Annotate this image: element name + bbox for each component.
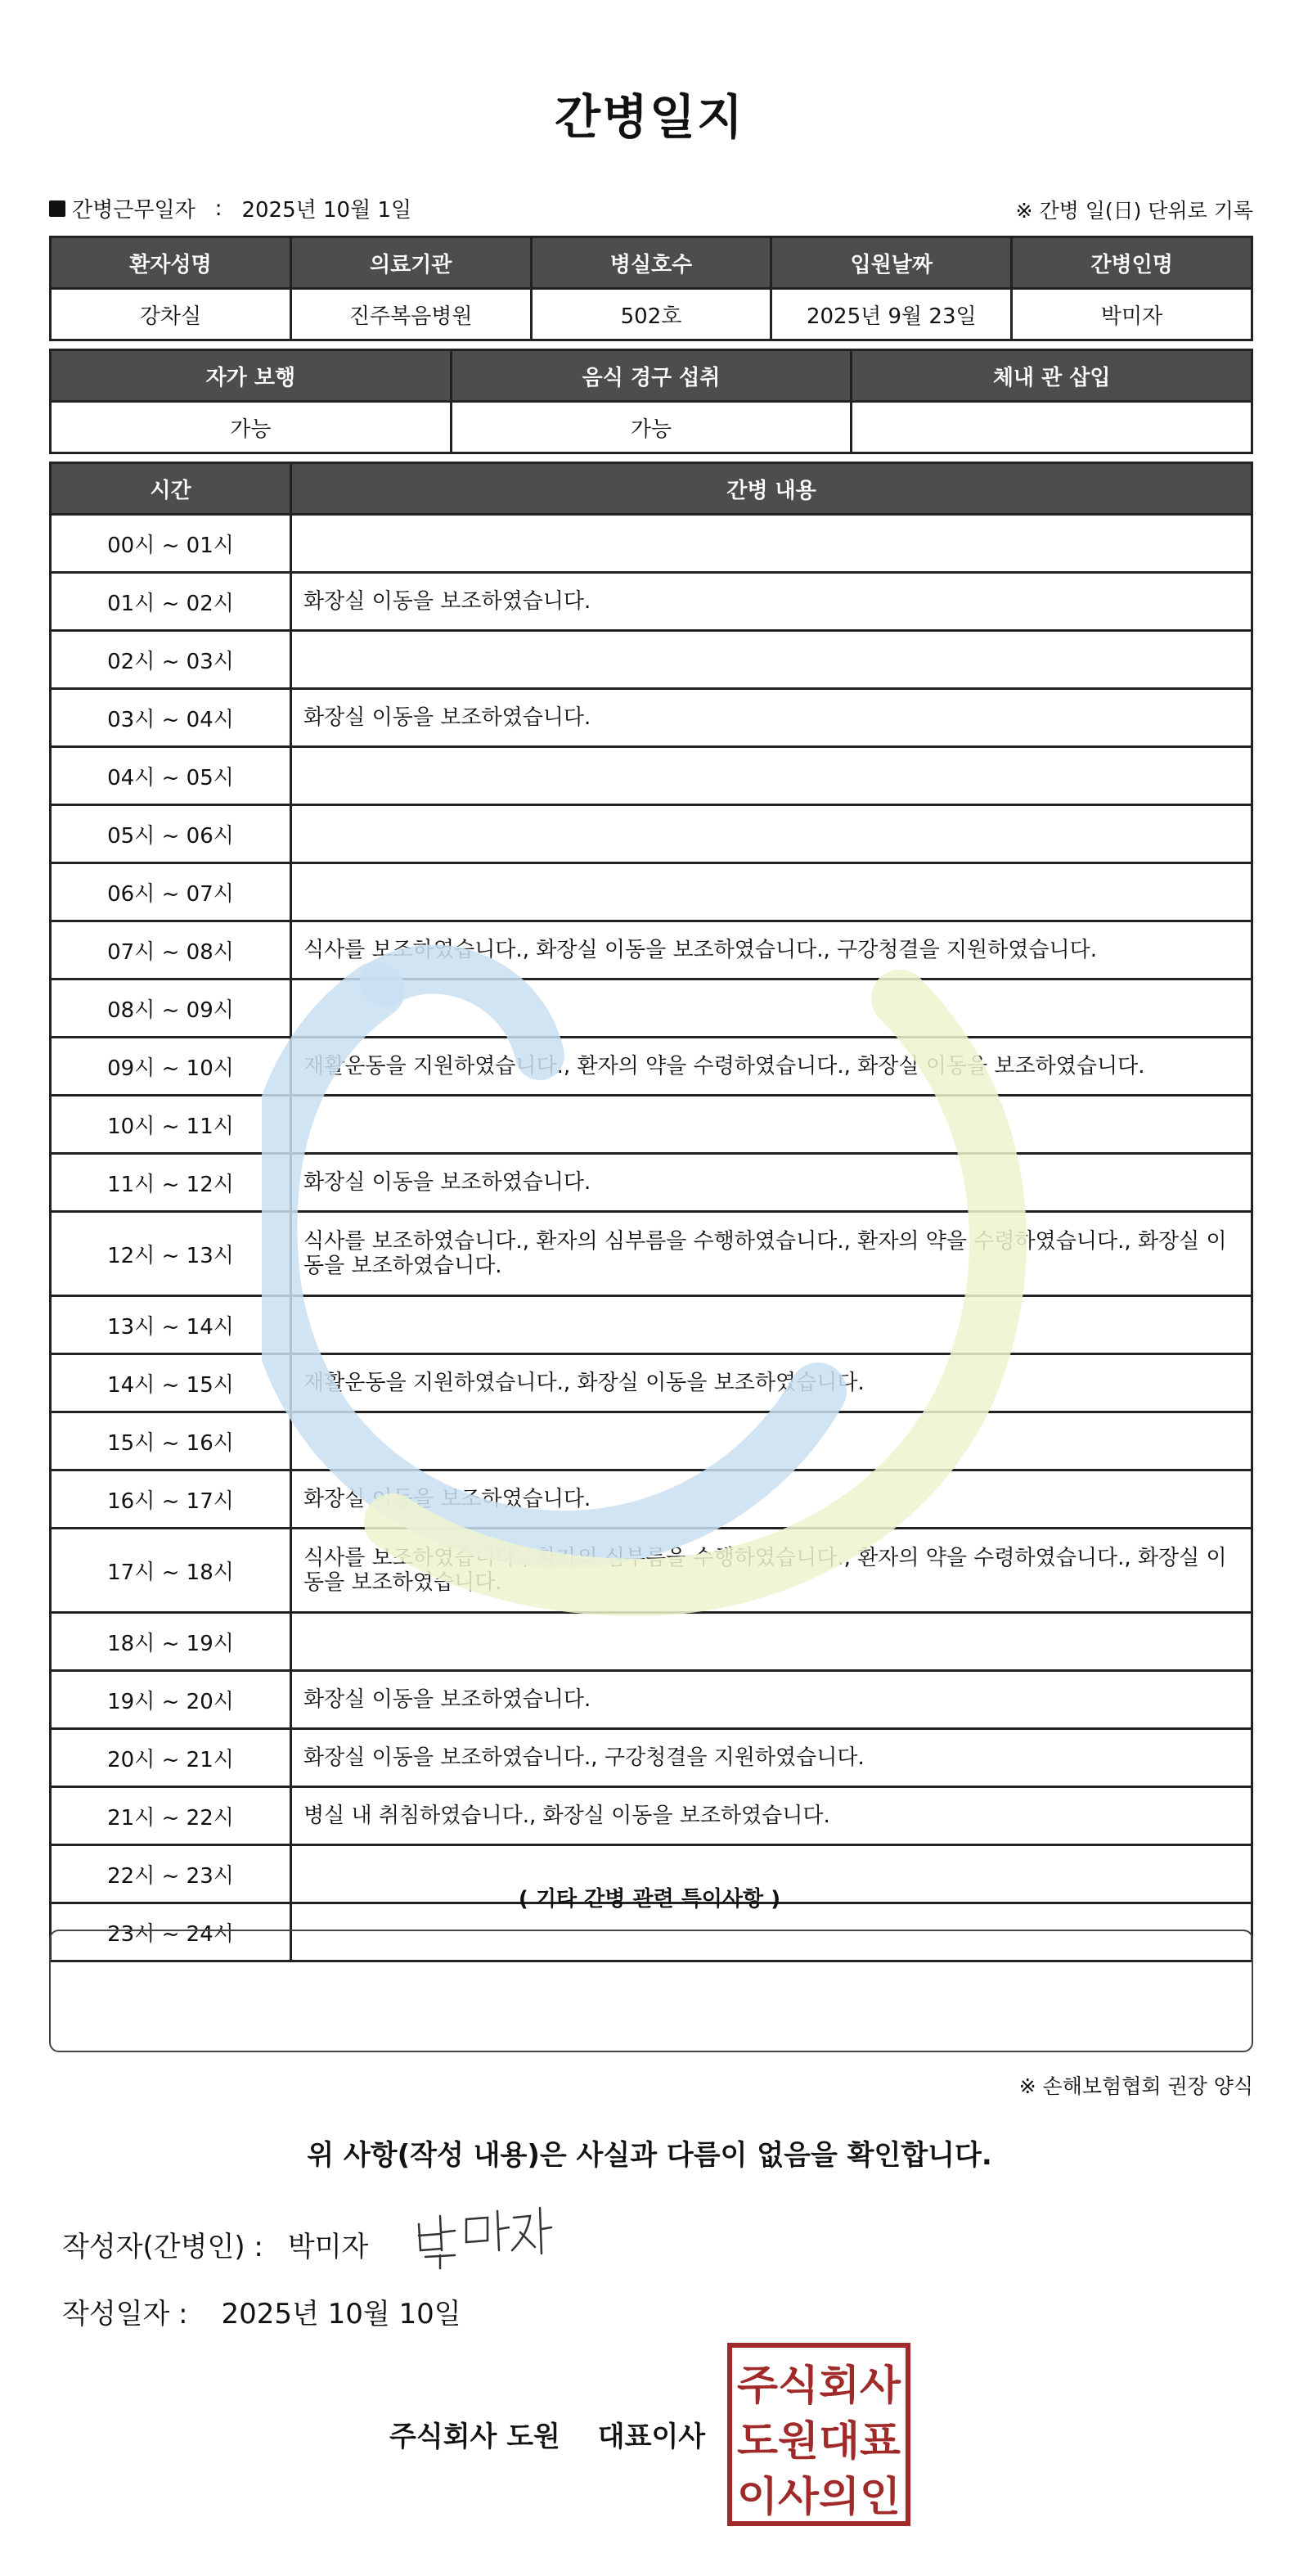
handwritten-signature	[409, 2200, 556, 2273]
table-row	[51, 631, 1252, 689]
write-date-line	[62, 2291, 461, 2331]
unit-note: ※ 간병 일(日) 단위로 기록	[1015, 199, 1253, 223]
table-row	[51, 747, 1252, 805]
row-time: 17시 ~ 18시	[51, 1529, 291, 1613]
row-content	[291, 1296, 1252, 1354]
row-time: 13시 ~ 14시	[51, 1296, 291, 1354]
row-content: 재활운동을 지원하였습니다., 화장실 이동을 보조하였습니다.	[291, 1354, 1252, 1412]
table-row	[51, 573, 1252, 631]
tube-insertion-value	[852, 402, 1252, 453]
seal-line-1: 주식회사	[737, 2362, 901, 2409]
row-time: 03시 ~ 04시	[51, 689, 291, 747]
row-time: 02시 ~ 03시	[51, 631, 291, 689]
table-row	[51, 921, 1252, 980]
work-date-separator: :	[214, 196, 222, 221]
row-time: 12시 ~ 13시	[51, 1212, 291, 1296]
oral-intake-value: 가능	[451, 402, 852, 453]
header-patient-name: 환자성명	[51, 237, 291, 289]
header-room: 병실호수	[531, 237, 771, 289]
row-time: 08시 ~ 09시	[51, 980, 291, 1038]
seal-line-2: 도원대표	[737, 2417, 901, 2465]
row-time: 14시 ~ 15시	[51, 1354, 291, 1412]
row-content: 화장실 이동을 보조하였습니다., 구강청결을 지원하였습니다.	[291, 1729, 1252, 1787]
header-oral-intake: 음식 경구 섭취	[451, 350, 852, 402]
work-date-label: 간병근무일자	[72, 198, 196, 223]
remarks-title: ( 기타 간병 관련 특이사항 )	[518, 1887, 781, 1912]
row-time: 09시 ~ 10시	[51, 1038, 291, 1096]
document-title: 간병일지	[554, 89, 745, 145]
row-time: 16시 ~ 17시	[51, 1470, 291, 1529]
table-row	[51, 1096, 1252, 1154]
work-date-value: 2025년 10월 1일	[241, 198, 412, 223]
self-walking-value: 가능	[51, 402, 452, 453]
row-content: 화장실 이동을 보조하였습니다.	[291, 573, 1252, 631]
company-seal-stamp	[726, 2342, 911, 2527]
table-row	[51, 1529, 1252, 1613]
row-time: 10시 ~ 11시	[51, 1096, 291, 1154]
writer-line	[62, 2224, 368, 2264]
table-row	[51, 1354, 1252, 1412]
row-time: 19시 ~ 20시	[51, 1671, 291, 1729]
table-row	[51, 1613, 1252, 1671]
row-time: 06시 ~ 07시	[51, 863, 291, 921]
table-row	[51, 1671, 1252, 1729]
confirmation-statement: 위 사항(작성 내용)은 사실과 다름이 없음을 확인합니다.	[307, 2139, 992, 2172]
row-content: 화장실 이동을 보조하였습니다.	[291, 1470, 1252, 1529]
row-content: 식사를 보조하였습니다., 환자의 심부름을 수행하였습니다., 환자의 약을 수령하였습니다., 화장실 이동을 보조하였습니다.	[291, 1529, 1252, 1613]
patient-status-table	[49, 349, 1253, 454]
admission-date: 2025년 9월 23일	[771, 289, 1012, 340]
row-time: 01시 ~ 02시	[51, 573, 291, 631]
table-row	[51, 1787, 1252, 1845]
row-content	[291, 1412, 1252, 1470]
table-row	[51, 1038, 1252, 1096]
row-time: 20시 ~ 21시	[51, 1729, 291, 1787]
row-time: 11시 ~ 12시	[51, 1154, 291, 1212]
table-row	[51, 1212, 1252, 1296]
header-tube-insertion: 체내 관 삽입	[852, 350, 1252, 402]
table-row	[51, 1154, 1252, 1212]
company-line	[389, 2414, 705, 2454]
table-row	[51, 689, 1252, 747]
row-content	[291, 1613, 1252, 1671]
table-row	[51, 1296, 1252, 1354]
row-time: 04시 ~ 05시	[51, 747, 291, 805]
table-row	[51, 805, 1252, 863]
seal-line-3: 이사의인	[737, 2473, 901, 2520]
insurer-note: ※ 손해보험협회 권장 양식	[1018, 2074, 1253, 2098]
row-time: 22시 ~ 23시	[51, 1845, 291, 1903]
row-content: 재활운동을 지원하였습니다., 환자의 약을 수령하였습니다., 화장실 이동을 보조하였습니다.	[291, 1038, 1252, 1096]
company-name: 주식회사 도원	[389, 2421, 560, 2453]
header-hospital: 의료기관	[290, 237, 531, 289]
table-row	[51, 515, 1252, 573]
write-date-label: 작성일자 :	[62, 2298, 188, 2331]
representative-title: 대표이사	[597, 2421, 706, 2453]
write-date-value: 2025년 10월 10일	[221, 2298, 461, 2331]
row-content	[291, 515, 1252, 573]
patient-info-table	[49, 236, 1253, 341]
header-caregiver: 간병인명	[1012, 237, 1252, 289]
header-care-content: 간병 내용	[291, 463, 1252, 515]
table-row	[51, 1729, 1252, 1787]
row-content	[291, 747, 1252, 805]
row-time: 00시 ~ 01시	[51, 515, 291, 573]
patient-name: 강차실	[51, 289, 291, 340]
hospital-name: 진주복음병원	[290, 289, 531, 340]
work-date-line	[49, 193, 411, 223]
writer-label: 작성자(간병인) :	[62, 2231, 263, 2263]
row-content	[291, 805, 1252, 863]
bullet-square-icon	[49, 200, 65, 217]
row-content: 화장실 이동을 보조하였습니다.	[291, 1671, 1252, 1729]
row-content	[291, 863, 1252, 921]
table-row	[51, 863, 1252, 921]
row-time: 23시 ~ 24시	[51, 1903, 291, 1961]
row-content: 병실 내 취침하였습니다., 화장실 이동을 보조하였습니다.	[291, 1787, 1252, 1845]
header-admission-date: 입원날짜	[771, 237, 1012, 289]
row-time: 15시 ~ 16시	[51, 1412, 291, 1470]
row-time: 21시 ~ 22시	[51, 1787, 291, 1845]
row-content: 식사를 보조하였습니다., 화장실 이동을 보조하였습니다., 구강청결을 지원하였습니다.	[291, 921, 1252, 980]
table-row	[51, 980, 1252, 1038]
remarks-box	[49, 1930, 1253, 2052]
row-content	[291, 980, 1252, 1038]
row-time: 05시 ~ 06시	[51, 805, 291, 863]
row-content: 화장실 이동을 보조하였습니다.	[291, 689, 1252, 747]
row-content	[291, 1096, 1252, 1154]
room-number: 502호	[531, 289, 771, 340]
table-row	[51, 1412, 1252, 1470]
writer-name: 박미자	[287, 2231, 369, 2263]
row-time: 18시 ~ 19시	[51, 1613, 291, 1671]
header-self-walking: 자가 보행	[51, 350, 452, 402]
row-content: 식사를 보조하였습니다., 환자의 심부름을 수행하였습니다., 환자의 약을 수령하였습니다., 화장실 이동을 보조하였습니다.	[291, 1212, 1252, 1296]
table-row	[51, 1470, 1252, 1529]
header-time: 시간	[51, 463, 291, 515]
care-log-table	[49, 462, 1253, 1962]
caregiver-name: 박미자	[1012, 289, 1252, 340]
row-content	[291, 631, 1252, 689]
row-content: 화장실 이동을 보조하였습니다.	[291, 1154, 1252, 1212]
row-time: 07시 ~ 08시	[51, 921, 291, 980]
